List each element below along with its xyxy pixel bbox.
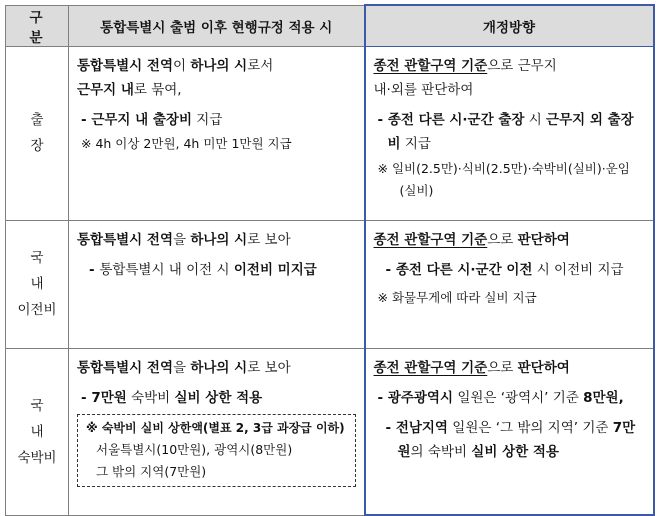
bold-text: 종전 다른 시·군간 이전 (395, 261, 533, 278)
category-label: 국 내 (30, 250, 58, 292)
current-lodging (69, 348, 365, 515)
text: 지급 (192, 111, 223, 128)
text: 으로 근무지 (487, 57, 557, 74)
bold-text: 7만원 (91, 389, 127, 406)
category-relocation (6, 220, 69, 348)
bold-text: 광주광역시 (387, 389, 454, 406)
bold-text: 7만원 (397, 419, 636, 460)
text: 통합특별시 내 이전 시 (99, 261, 234, 278)
current-line (77, 356, 356, 380)
underlined-text: 종전 관할구역 기준 (373, 57, 488, 74)
bold-text: 전남지역 (395, 419, 448, 436)
bold-text: 하나의 시 (190, 359, 248, 376)
current-business-trip (69, 46, 365, 220)
bold-text: 통합특별시 전역 (77, 57, 173, 74)
bold-text: 이전비 미지급 (233, 261, 317, 278)
category-label: 국 내 (30, 397, 58, 440)
bullet-item: - 종전 다른 시·군간 출장 시 근무지 외 출장비 지급 (377, 111, 634, 152)
category-label: 숙박비 (17, 449, 57, 466)
comparison-table (5, 4, 655, 516)
category-label: 이전비 (17, 302, 57, 318)
text: 으로 (487, 231, 518, 248)
underlined-text: 종전 관할구역 기준 (373, 359, 488, 376)
text: 이 (173, 57, 191, 74)
revision-relocation (365, 220, 654, 348)
bold-text: 실비 상한 적용 (174, 389, 263, 406)
text: 으로 (487, 359, 518, 376)
bold-text: 통합특별시 전역 (77, 231, 173, 248)
bullet-item: - 광주광역시 일원은 ‘광역시’ 기준 8만원, (377, 389, 624, 406)
revision-line: 내·외를 판단하여 (373, 81, 474, 98)
note: ※ 화물무게에 따라 실비 지급 (377, 289, 537, 305)
bullet-item: - 통합특별시 내 이전 시 이전비 미지급 (89, 261, 317, 278)
bullet-item: - 종전 다른 시·군간 이전 시 이전비 지급 (385, 261, 624, 278)
text: 로 보아 (247, 359, 291, 376)
revision-line (374, 228, 645, 252)
text: 일원은 ‘그 밖의 지역’ 기준 (447, 419, 613, 436)
text: 의 숙박비 (410, 443, 472, 460)
bold-text: 판단하여 (517, 359, 570, 376)
lodging-cap-box (77, 414, 356, 487)
text: 시 이전비 지급 (532, 261, 624, 278)
box-line: 그 밖의 지역(7만원) (96, 463, 207, 479)
bullet-item: - 근무지 내 출장비 지급 (81, 111, 223, 128)
bullet-item: - 7만원 숙박비 실비 상한 적용 (81, 389, 263, 406)
text: 일원은 ‘광역시’ 기준 (453, 389, 584, 406)
text: 을 (173, 359, 191, 376)
row-lodging (6, 348, 654, 515)
bold-text: 근무지 내 (77, 81, 134, 98)
comparison-table-wrapper (5, 4, 653, 505)
text: 로서 (247, 57, 274, 74)
bold-text: 근무지 외 출장비 (387, 111, 634, 152)
current-line (77, 54, 356, 78)
header-row (6, 5, 654, 46)
revision-lodging (365, 348, 654, 515)
bold-text: 종전 다른 시·군간 출장 (387, 111, 525, 128)
header-category: 구분 (6, 5, 69, 46)
bold-text: 통합특별시 전역 (77, 359, 173, 376)
row-relocation (6, 220, 654, 348)
revision-line (374, 356, 645, 380)
text: 로 보아 (247, 231, 291, 248)
text: 숙박비 (126, 389, 175, 406)
note: ※ 일비(2.5만)·식비(2.5만)·숙박비(실비)·운임(실비) (377, 160, 630, 198)
bold-text: 하나의 시 (190, 57, 248, 74)
box-line: 서울특별시(10만원), 광역시(8만원) (96, 441, 293, 457)
text: 지급 (400, 135, 431, 152)
text: 로 묶여, (133, 81, 182, 98)
note: ※ 4h 이상 2만원, 4h 미만 1만원 지급 (81, 135, 292, 151)
bold-text: 판단하여 (517, 231, 570, 248)
current-line (77, 228, 356, 252)
bullet-item: - 전남지역 일원은 ‘그 밖의 지역’ 기준 7만원의 숙박비 실비 상한 적용 (385, 419, 636, 460)
box-title: ※ 숙박비 실비 상한액(별표 2, 3급 과장급 이하) (86, 420, 345, 435)
underlined-text: 종전 관할구역 기준 (373, 231, 488, 248)
bold-text: 8만원, (583, 389, 624, 406)
revision-business-trip (365, 46, 654, 220)
category-lodging (6, 348, 69, 515)
text: 시 (524, 111, 547, 128)
revision-line (374, 54, 645, 78)
bold-text: 근무지 내 출장비 (91, 111, 192, 128)
text: 을 (173, 231, 191, 248)
header-current-rule: 통합특별시 출범 이후 현행규정 적용 시 (69, 5, 365, 46)
current-relocation (69, 220, 365, 348)
bold-text: 하나의 시 (190, 231, 248, 248)
header-revision: 개정방향 (365, 5, 654, 46)
row-business-trip (6, 46, 654, 220)
current-line (77, 78, 356, 102)
bold-text: 실비 상한 적용 (471, 443, 559, 460)
category-business-trip (6, 46, 69, 220)
category-label: 출장 (30, 112, 58, 154)
